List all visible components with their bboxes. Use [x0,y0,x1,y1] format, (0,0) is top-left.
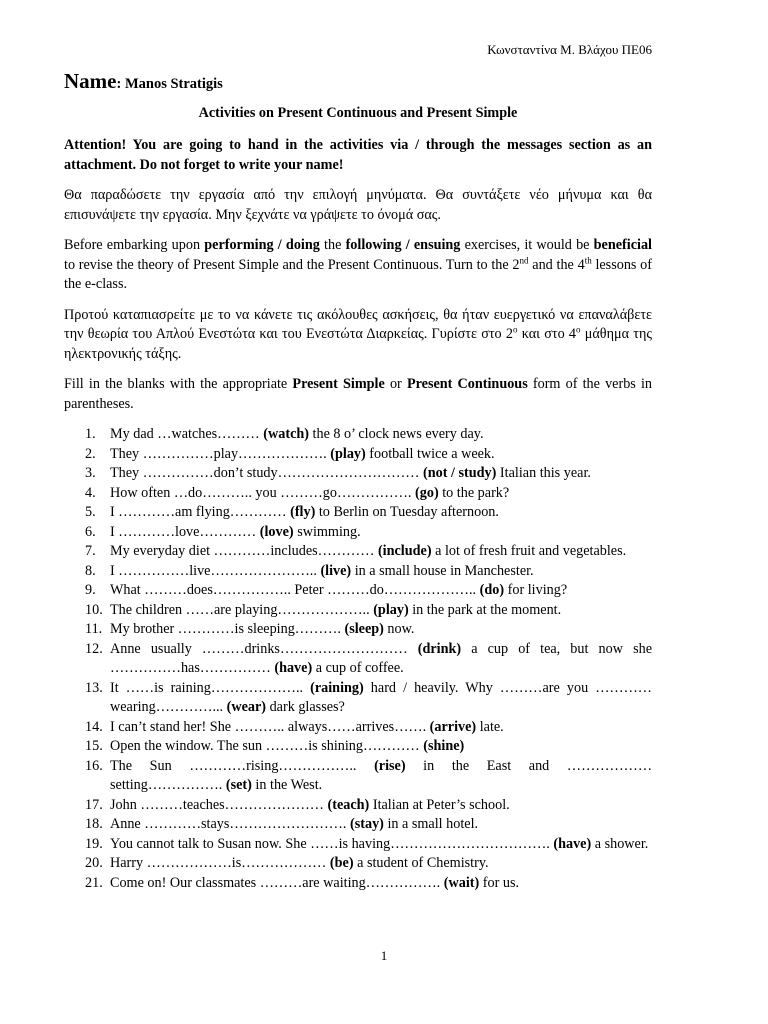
verb-prompt: (play) [373,601,409,618]
exercise-number: 12. [85,640,103,657]
exercise-item [64,796,652,816]
exercise-text: now. [383,621,415,637]
exercise-text: a cup of coffee. [312,660,404,676]
verb-prompt: (shine) [423,738,465,754]
exercise-number: 19. [85,835,103,852]
exercise-item [64,679,652,718]
verb-prompt: (arrive) [429,718,477,735]
student-name: : Manos Stratigis [116,76,223,92]
exercise-item [64,815,652,835]
exercise-item [64,620,652,640]
verb-prompt: (watch) [263,426,309,442]
verb-prompt: (drink) [417,640,462,657]
verb-prompt: (sleep) [344,621,384,637]
exercise-text: hard / heavily. Why ………are you …………wearing…………... [110,679,652,715]
exercise-item [64,562,652,582]
exercise-number: 11. [85,621,103,637]
exercise-text: What ………does…………….. Peter ………do……………….. [110,582,480,598]
verb-prompt: (not / study) [423,465,497,481]
verb-prompt: (wait) [443,874,480,891]
exercise-number: 13. [85,679,103,696]
verb-prompt: (be) [329,855,354,871]
exercise-number: 20. [85,855,103,871]
exercise-text: Harry ………………is……………… [110,855,330,871]
student-name-line [64,69,652,102]
exercise-item [64,542,652,562]
exercise-text: Italian at Peter’s school. [369,796,510,813]
exercise-text: in a small house in Manchester. [351,562,534,579]
verb-prompt: (do) [479,582,505,598]
exercise-text: swimming. [293,523,361,540]
exercise-item [64,718,652,738]
verb-prompt: (go) [415,484,439,501]
exercise-text: John ………teaches………………… [110,796,328,813]
exercise-item [64,737,652,757]
exercise-text: in the East and ……………… setting……………. [110,757,653,793]
verb-prompt: (live) [320,562,352,579]
exercise-instructions: Fill in the blanks with the appropriate Present Simple or Present Continuous form of the verbs in parentheses. [64,376,653,412]
verb-prompt: (play) [330,445,366,462]
exercise-number: 18. [85,816,103,832]
exercise-number: 5. [85,504,96,520]
exercise-number: 2. [85,445,96,462]
exercise-text: You cannot talk to Susan now. She ……is having……………………………. [110,835,554,852]
exercise-text: I can’t stand her! She ……….. always……arrives……. [110,718,430,735]
exercise-number: 10. [85,601,103,618]
exercise-item [64,425,652,445]
exercise-number: 4. [85,484,96,501]
verb-prompt: (teach) [327,796,370,813]
exercise-text: I …………am flying………… [110,504,291,520]
exercise-text: football twice a week. [365,445,495,462]
exercise-text: I ……………live………………….. [110,562,321,579]
document-page [64,40,652,893]
exercise-number: 6. [85,523,96,540]
exercise-number: 8. [85,562,96,579]
exercise-list [64,425,652,893]
exercise-text: How often …do……….. you ………go……………. [110,484,416,501]
exercise-number: 9. [85,582,96,598]
exercise-text: a student of Chemistry. [353,855,489,871]
name-label: Name [64,69,117,93]
exercise-item [64,874,652,894]
exercise-text: dark glasses? [266,699,345,715]
exercise-item [64,445,652,465]
verb-prompt: (have) [274,660,313,676]
exercise-text: The children ……are playing……………….. [110,601,374,618]
verb-prompt: (stay) [350,816,384,832]
exercise-text: Anne usually ………drinks……………………… [110,640,418,657]
verb-prompt: (include) [377,543,432,559]
exercise-text: Come on! Our classmates ………are waiting……………. [110,874,444,891]
exercise-item [64,581,652,601]
exercise-text: Italian this year. [496,465,591,481]
exercise-item [64,640,652,679]
verb-prompt: (have) [553,835,592,852]
exercise-item [64,503,652,523]
exercise-text: in the West. [251,777,323,793]
exercise-text: My brother …………is sleeping………. [110,621,345,637]
exercise-number: 15. [85,738,103,754]
exercise-text: Open the window. The sun ………is shining………… [110,738,424,754]
exercise-number: 14. [85,718,103,735]
verb-prompt: (raining) [310,679,364,696]
exercise-text: The Sun …………rising…………….. [110,757,375,774]
exercise-text: to the park? [438,484,510,501]
exercise-text: It ……is raining……………….. [110,679,311,696]
greek-instructions-1: Θα παραδώσετε την εργασία από την επιλογή μηνύματα. Θα συντάξετε νέο μήνυμα και θα επισυνάψετε την εργασία. Μην ξεχνάτε να γράψετε το όνομά σας. [64,187,652,223]
exercise-text: in the park at the moment. [408,601,562,618]
exercise-text: My everyday diet …………includes………… [110,543,378,559]
exercise-text: late. [476,718,504,735]
exercise-text: a shower. [591,835,649,852]
exercise-text: They ……………don’t study………………………… [110,465,424,481]
exercise-number: 3. [85,465,96,481]
exercise-number: 16. [85,757,103,774]
exercise-number: 1. [85,426,96,442]
exercise-text: My dad …watches……… [110,426,264,442]
verb-prompt: (fly) [290,504,316,520]
exercise-item [64,835,652,855]
attention-note: Attention! You are going to hand in the activities via / through the messages section as an attachment. Do not forget to write your name! [64,137,652,173]
exercise-item [64,523,652,543]
exercise-text: a cup of tea, but now she ……………has…………… [110,640,652,676]
exercise-text: for living? [504,582,568,598]
exercise-text: the 8 o’ clock news every day. [308,426,484,442]
intro-paragraph: Before embarking upon performing / doing the following / ensuing exercises, it would be beneficial to revise the theory of Present Simple and the Present Continuous. Turn to the 2nd and the 4th lessons of the e-class. [64,237,652,292]
verb-prompt: (rise) [374,757,406,774]
exercise-item [64,464,652,484]
verb-prompt: (wear) [226,699,267,715]
exercise-text: a lot of fresh fruit and vegetables. [431,543,627,559]
exercise-item [64,601,652,621]
exercise-number: 21. [85,874,103,891]
page-number: 1 [380,948,388,963]
exercise-text: for us. [479,874,520,891]
verb-prompt: (love) [259,523,294,540]
exercise-item [64,484,652,504]
greek-instructions-2: Προτού καταπιασρείτε με το να κάνετε τις ακόλουθες ασκήσεις, θα ήταν ευεργετικό να επαναλάβετε την θεωρία του Απλού Ενεστώτα και του Ενεστώτα Διαρκείας. Γυρίστε στο $2^o$ και στο $4^o$ μάθημα της ηλεκτρονικής τάξης. [64,306,653,362]
verb-prompt: (set) [225,777,252,793]
exercise-text: They ……………play………………. [110,445,331,462]
exercise-text: to Berlin on Tuesday afternoon. [315,504,499,520]
worksheet-title: Activities on Present Continuous and Present Simple [198,105,518,121]
exercise-number: 17. [85,796,103,813]
exercise-text: in a small hotel. [383,816,479,832]
exercise-number: 7. [85,543,96,559]
exercise-item [64,757,652,796]
exercise-item [64,854,652,874]
author-header: Κωνσταντίνα Μ. Βλάχου ΠΕ06 [487,42,652,57]
exercise-text: Anne …………stays……………………. [110,816,350,832]
exercise-text: I …………love………… [110,523,260,540]
